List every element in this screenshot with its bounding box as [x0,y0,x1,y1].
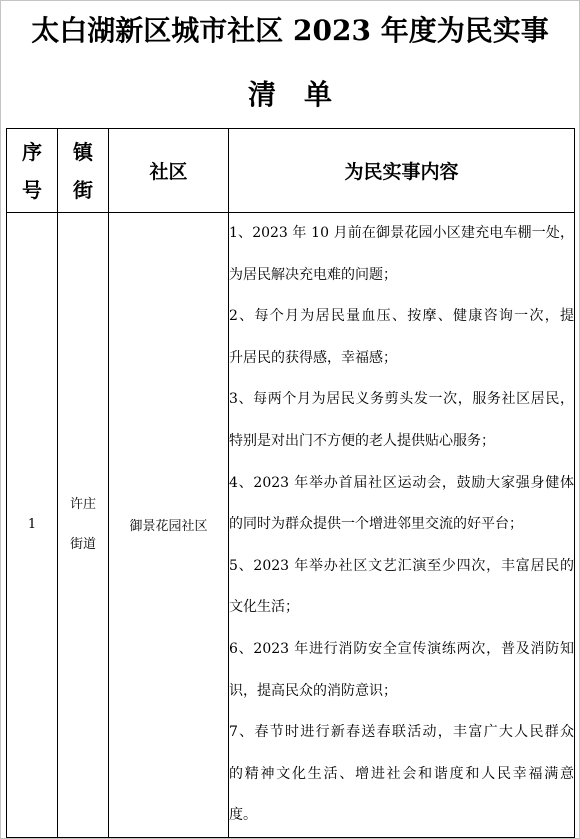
content-line: 5、2023 年举办社区文艺汇演至少四次，丰富居民的 [229,557,574,574]
header-street [58,129,109,213]
content-line: 2、每个月为居民量血压、按摩、健康咨询一次，提 [229,308,574,325]
content-line: 识，提高民众的消防意识； [229,682,397,699]
document-title-second-line: 清 单 [247,78,332,111]
content-line: 的同时为群众提供一个增进邻里交流的好平台； [229,516,523,533]
content-item-1 [229,213,574,296]
header-street-line: 街 [73,177,93,202]
content-item-7 [229,712,574,837]
document-title: 太白湖新区城市社区 2023 年度为民实事 [31,14,549,47]
content-line: 的精神文化生活、增进社会和谐度和人民幸福满意 [229,765,574,782]
header-content: 为民实事内容 [229,129,575,213]
content-line: 文化生活； [229,599,299,616]
row-street [58,213,109,838]
content-line: 特别是对出门不方便的老人提供贴心服务； [229,432,495,449]
header-index [7,129,58,213]
header-index-line: 号 [22,177,42,202]
content-line: 3、每两个月为居民义务剪头发一次，服务社区居民， [229,391,574,408]
table-row [7,213,575,838]
content-item-3 [229,379,574,462]
row-index: 1 [7,213,58,838]
row-street-line: 街道 [69,536,96,552]
content-line: 为居民解决充电难的问题； [229,266,397,283]
content-item-6 [229,629,574,712]
row-street-line: 许庄 [69,496,96,512]
row-community: 御景花园社区 [109,213,229,838]
header-community: 社区 [109,129,229,213]
content-line: 4、2023 年举办首届社区运动会，鼓励大家强身健体 [229,474,574,491]
content-line: 6、2023 年进行消防安全宣传演练两次，普及消防知 [229,640,574,657]
content-item-4 [229,463,574,546]
projects-table [6,128,575,838]
content-item-5 [229,546,574,629]
content-line: 升居民的获得感，幸福感； [229,349,397,366]
content-item-2 [229,296,574,379]
table-header-row [7,129,575,213]
content-line: 度。 [229,807,257,824]
header-street-line: 镇 [73,139,93,164]
content-line: 7、春节时进行新春送春联活动，丰富广大人民群众 [229,724,574,741]
content-line: 1、2023 年 10 月前在御景花园小区建充电车棚一处， [229,225,574,241]
row-content [229,213,575,838]
header-index-line: 序 [22,139,42,164]
